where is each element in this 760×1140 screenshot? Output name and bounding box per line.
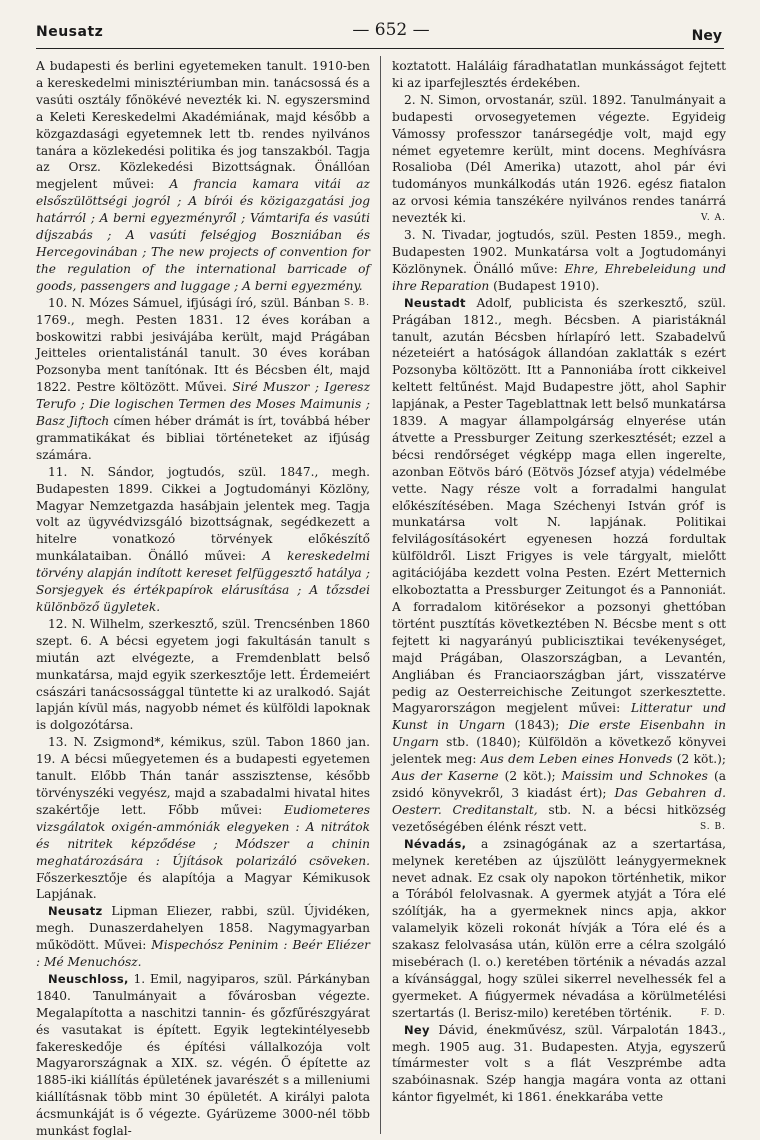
entry-work-title: Ehre, Ehrebeleidung und ihre Reparation: [392, 261, 726, 293]
entry-text: 10. N. Mózes Sámuel, ifjúsági író, szül. Bánban 1769., megh. Pesten 1831. 12 éves korában a boskowitzi rabbi jesivájába került, majd Prágában Jeitteles orientalistánál tanult. 30 éves korában Pozsonyba ment tanítónak. Itt és Bécsben élt, majd 1822. Pestre költözött. Művei.: [36, 295, 370, 395]
entry-paragraph: [36, 971, 370, 1140]
entry-text: Főszerkesztője és alapítója a Magyar Kémikusok Lapjának.: [36, 870, 370, 902]
entry-work-title: Mispechósz Peninim : Beér Eliézer : Mé Menuchósz.: [36, 938, 370, 970]
entry-work-title: Aus dem Leben eines Honveds: [480, 752, 673, 767]
entry-text: Adolf, publicista és szerkesztő, szül. Prágában 1812., megh. Bécsben. A piaristáknál tanult, azután Bécsben hírlapíró lett. Szabadelvű nézeteiért a hatóságok állandóan zaklatták s ezért Pozsonyba költözött. Itt a Pannoniába írott cikkeivel keltett feltűnést. Majd Budapestre jött, ahol Saphir lapjának, a Pester Tageblattnak lett belső munkatársa 1839. A magyar állampolgárság elnyerése után átvette a Pressburger Zeitung szerkesztését; ezzel a bécsi rendőrséget végképp maga ellen ingerelte, azonban Eötvös báró (Eötvös József atyja) védelmébe vette. Nagy része volt a forradalmi hangulat előkészítésében. Maga Széchenyi István gróf is munkatársa volt N. lapjának. Politikai felvilágosításokért egyenesen hozzá fordultak külföldről. Liszt Frigyes is vele tárgyalt, mielőtt agitációjába kezdett volna Pesten. Ezért Metternich elkoboztatta a Pressburger Zeitungot és a Pannoniát. A forradalom kitörésekor a pozsonyi ghettóban történt pusztítás következtében N. Bécsbe ment s ott fejtett ki nagyarányú publicisztikai tevékenységet, majd Prágában, Olaszországban, a Levantén, Angliában és Franciaországban járt, visszatérve pedig az Oesterreichische Zeitungot szerkesztette. Magyarországon megjelent művei:: [392, 295, 726, 716]
entry-paragraph: [392, 1022, 726, 1107]
page-number: — 652 —: [352, 20, 430, 40]
author-signature: S. B.: [699, 821, 726, 832]
entry-work-title: Aus der Kaserne: [392, 769, 499, 784]
entry-text: a zsinagógának az a szertartása, melynek keretében az újszülött leánygyermeknek nevet adnak. Ez csak oly napokon történhetik, mikor a Tórából felolvasnak. A gyermek atyját a Tóra elé szólítják, ha a gyermeknek nincs apja, akkor valamelyik közeli rokonát hívják a Tóra elé és a szakasz felolvasása után, külön erre a célra szolgáló misebérach (l. o.) keretében történik a névadás azzal a kívánsággal, hogy szülei sikerrel nevelhessék fel a gyermeket. A fiúgyermek névadása a körülmetélési szertartás (l. Berisz-milo) keretében történik.: [392, 836, 726, 1020]
entry-text: Lipman Eliezer, rabbi, szül. Újvidéken, megh. Dunaszerdahelyen 1858. Nagymagyarban működött. Művei:: [36, 904, 370, 953]
right-column: [392, 58, 726, 1130]
entry-work-title: Maissim und Schnokes: [561, 769, 708, 784]
entry-headword: Neustadt: [404, 295, 466, 310]
entry-work-title: Eudiometeres vizsgálatok oxigén-ammóniák elegyeken : A nitrátok és nitritek képződése ; Módszer a chinin meghatározására : Újítások polarizáló csöveken.: [36, 802, 370, 868]
left-column: [36, 58, 371, 1139]
entry-work-title: A francia kamara vitái az elsőszülöttségi jogról ; A bírói és közigazgatási jog határról ; A berni egyezményről ; Vámtarifa és vasúti díjszabás ; A vasúti felségjog Boszniában és Hercegovinában ; The new projects of convention for the regulation of the international barricade of goods, passengers and luggage ; A berni egyezmény.: [36, 177, 370, 293]
entry-work-title: Litteratur und Kunst in Ungarn: [392, 701, 726, 733]
entry-headword: Ney: [404, 1022, 430, 1037]
entry-headword: Neuschloss,: [48, 971, 129, 986]
entry-text: 3. N. Tivadar, jogtudós, szül. Pesten 1859., megh. Budapesten 1902. Munkatársa volt a Jogtudományi Közlönynek. Önálló műve:: [392, 228, 726, 276]
entry-text: 2. N. Simon, orvostanár, szül. 1892. Tanulmányait a budapesti orvosegyetemen végezte. Egyideig Vámossy professzor tanársegédje volt, majd egy német egyetemre került, mint docens. Meghívásra Rosalioba (Dél Amerika) utazott, ahol pár évi tudományos munkálkodás után 1926. egész fiatalon az orvosi kémia tanszékére nyilvános rendes tanárrá nevezték ki.: [392, 92, 726, 226]
entry-paragraph: [36, 734, 370, 903]
header-left-catchword: Neusatz: [36, 24, 104, 40]
entry-work-title: Siré Muszor ; Igeresz Terufo ; Die logischen Termen des Moses Maimunis ; Basz Jiftoch: [36, 380, 370, 429]
entry-text: A budapesti és berlini egyetemeken tanult. 1910-ben a kereskedelmi minisztériumban min. tanácsossá és a vasúti osztály főnökévé nevezték ki. N. egyszersmind a Keleti Kereskedelmi Akadémiának, majd később a közgazdasági egyetemnek lett tb. rendes nyilvános tanára a közlekedési politika és jog tanszakból. Tagja az Orsz. Közlekedési Bizottságnak. Önállóan megjelent művei:: [36, 59, 370, 192]
entry-text: 1. Emil, nagyiparos, szül. Párkányban 1840. Tanulmányait a fővárosban végezte. Megalapította a naschitzi tannin- és gőzfűrészgyárat és vasutakat is épített. Egyik legtekintélyesebb fakereskedője és építési vállalkozója volt Magyarországnak a XIX. sz. végén. Ő építette az 1885-iki kiállítás épületének javarészét s a milleniumi kiállításnak több mint 30 épületét. A királyi palota ácsmunkáját is ő végezte. Gyárüzeme 3000-nél több munkást foglal-: [36, 971, 370, 1139]
entry-headword: Neusatz: [48, 904, 103, 919]
entry-text: stb. (1840); Külföldön a következő könyvei jelentek meg:: [392, 735, 726, 767]
author-signature: V. A.: [700, 213, 726, 224]
page-header: [36, 18, 724, 49]
entry-paragraph: [36, 58, 370, 308]
header-right-catchword: Ney: [691, 28, 722, 44]
entry-text: (2 köt.);: [498, 769, 562, 784]
entry-paragraph: [392, 836, 726, 1022]
entry-text: stb. N. a bécsi hitközség vezetőségében élénk részt vett.: [392, 802, 726, 834]
entry-work-title: Das Gebahren d. Oesterr. Creditanstalt,: [392, 785, 726, 817]
author-signature: F. D.: [700, 1007, 726, 1018]
column-divider: [380, 56, 381, 1134]
entry-paragraph: [392, 227, 726, 295]
entry-text: 12. N. Wilhelm, szerkesztő, szül. Trencsénben 1860 szept. 6. A bécsi egyetem jogi fakultásán tanult s miután azt elvégezte, a Fremdenblatt belső munkatársa, majd egyik szerkesztője lett. Érdemeiért császári tanácsossággal tüntette ki az uralkodó. Saját lapján kívül más, nagyobb német és külföldi lapoknak is dolgozótársa.: [36, 616, 370, 733]
entry-paragraph: [36, 295, 370, 464]
entry-headword: Névadás,: [404, 836, 467, 851]
entry-paragraph: [392, 92, 726, 227]
entry-work-title: A kereskedelmi törvény alapján indított kereset felfüggesztő hatálya ; Sorsjegyek és értékpapírok elárusítása ; A tőzsdei különböző ügyletek.: [36, 549, 371, 614]
entry-text: 13. N. Zsigmond*, kémikus, szül. Tabon 1860 jan. 19. A bécsi műegyetemen és a budapesti egyetemen tanult. Előbb Thán tanár asszisztense, később törvényszéki vegyész, majd a szabadalmi hivatal hites szakértője lett. Főbb művei:: [36, 735, 370, 817]
author-signature: S. B.: [343, 297, 370, 308]
entry-paragraph: [36, 464, 370, 616]
entry-text: (2 köt.);: [672, 752, 726, 767]
entry-paragraph: [392, 58, 726, 92]
entry-paragraph: [36, 903, 370, 971]
entry-text: címen héber drámát is írt, továbbá héber grammatikákat és bibliai történeteket az ifjúság számára.: [36, 414, 370, 462]
entry-text: (Budapest 1910).: [489, 278, 600, 293]
entry-text: (1843);: [505, 718, 569, 733]
entry-text: Dávid, énekművész, szül. Várpalotán 1843., megh. 1905 aug. 31. Budapesten. Atyja, egyszerű tímármester volt s a flát Veszprémbe adta szabóinasnak. Szép hangja magára vonta az ottani kántor figyelmét, ki 1861. énekkarába vette: [392, 1022, 726, 1105]
entry-paragraph: [392, 295, 726, 836]
entry-paragraph: [36, 616, 370, 734]
entry-text: 11. N. Sándor, jogtudós, szül. 1847., megh. Budapesten 1899. Cikkei a Jogtudományi Közlöny, Magyar Nemzetgazda hasábjain jelentek meg. Tagja volt az ügyvédvizsgáló bizottságnak, segédkezett a hitelre vonatkozó törvények előkészítő munkálataiban. Önálló művei:: [36, 464, 370, 564]
entry-text: (a zsidó könyvekről, 3 kiadást ért);: [392, 769, 726, 800]
entry-work-title: Die erste Eisenbahn in Ungarn: [392, 718, 727, 750]
entry-text: koztatott. Haláláig fáradhatatlan munkásságot fejtett ki az iparfejlesztés érdekében.: [392, 59, 726, 90]
